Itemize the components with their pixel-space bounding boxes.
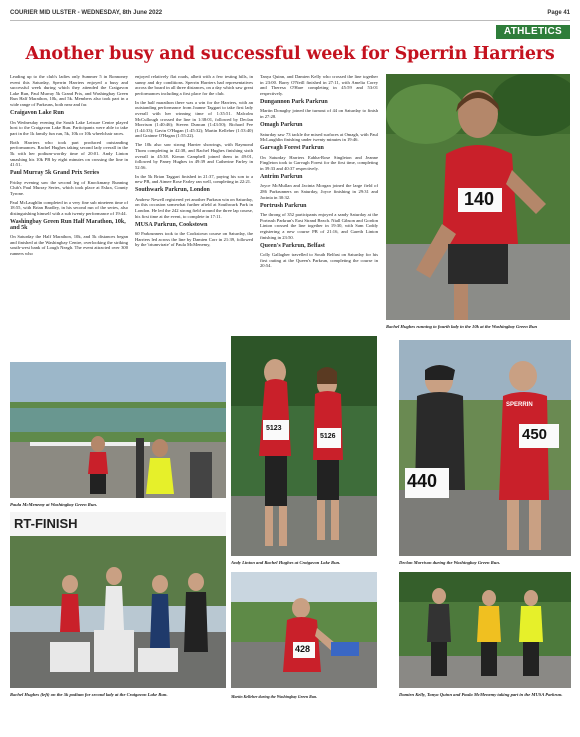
paragraph: In the 5k Brian Taggart finished in 21:37, paying his son to a new PB, and Aimee Rose Farley ran well, completing in 22:21. — [135, 173, 253, 185]
paragraph: The 10k also saw strong Harrier showings, with Raymond Thom completing in 42:38, and Rachel Hughes finishing sixth overall in 45:38. Kieran Campbell joined them in 49:01, followed by Paney Hughes in 49:39 and Catherine Farley in 52:56. — [135, 142, 253, 170]
photo-declan-bib-2: 450 — [522, 426, 548, 443]
header-rule — [10, 20, 570, 21]
masthead — [10, 8, 570, 20]
paragraph: Tanya Quinn, and Damien Kelly who crossed the line together in 23:00. Barry O'Neill finished in 27:11, with Amelia Corey and Theresa O'Hare completing in 45:59 and 53:01 respectively. — [260, 74, 378, 96]
subheading: Washingbay Green Run Half Marathon, 10k, and 5k — [10, 219, 126, 231]
page-number: Page 41 — [547, 10, 570, 16]
photo-declan-bib-1: 440 — [407, 471, 438, 491]
article-column-2 — [135, 74, 253, 354]
subheading: Queen's Parkrun, Belfast — [260, 242, 325, 249]
paragraph: Leading up to the club's ladies only Summer 5 in Ronnoney event this Saturday, Sperrin Harriers enjoyed a busy and successful week during which they attended the Craigavon Lake Run, Paul Murray 5k Grand Prix, and Washingbay Green Run Half Marathon, 10k, and 5k. Members also took part in a wide range of Parkruns, both near and far. — [10, 74, 128, 107]
paragraph: On Saturday Harriers Eabha-Rose Singleton and Jeanne Fingleton took to Garvagh Forest for the first time, completing in 39:33 and 40:37 respectively. — [260, 154, 378, 171]
paragraph: Friday evening saw the second leg of Knockmany Running Club's Paul Murray Series, which took place at Eskra, County Tyrone. — [10, 179, 128, 196]
photo-declan — [399, 340, 571, 556]
subheading: Dungannon Park Parkrun — [260, 98, 328, 105]
caption-podium: Rachel Hughes (left) on the 5k podium for second lady at the Craigavon Lake Run. — [10, 692, 168, 697]
paragraph: Both Harriers who took part produced outstanding performances. Rachel Hughes taking second lady overall in the 5k with her podium-worthy time of 20:01. Andy Linton smashing his 10k PB by eight minutes on crossing the line in 41:51. — [10, 139, 128, 168]
article-column-3 — [260, 74, 378, 364]
paragraph: Paul McLaughlin completed in a very fine sub nineteen time of 18:55, with Brian Bradley, in his second run of the series, also distinguishing himself with a sub twenty performance of 19:44. — [10, 199, 128, 217]
masthead-title: COURIER MID ULSTER - WEDNESDAY, 8th June 2022 — [10, 10, 163, 16]
article-column-1 — [10, 74, 128, 354]
subheading: Omagh Parkrun — [260, 121, 303, 128]
photo-declan-sperrin: SPERRIN — [506, 402, 533, 408]
photo-andy-rachel — [231, 336, 377, 556]
subheading: Antrim Parkrun — [260, 173, 303, 180]
caption-damien: Damien Kelly, Tanya Quinn and Paula McMenemy taking part in the MUSA Parkrun. — [399, 692, 563, 697]
paragraph: Martin Donaghy joined the turnout of 44 on Saturday to finish in 27:28. — [260, 108, 378, 119]
caption-paula: Paula McMenemy at Washingbay Green Run. — [10, 502, 98, 507]
caption-martin: Martin Kelleher during the Washingbay Green Run. — [231, 694, 318, 699]
subheading: Southwark Parkrun, London — [135, 187, 210, 194]
paragraph: Andrew Newell registered yet another Parkrun win on Saturday, on this occasion somewhat further afield at Southwark Park in London. He led the 242 strong field around the three lap course, his first time at the event, to complete in 17:11. — [135, 196, 253, 219]
paragraph: 60 Parkrunners took to the Cookstown course on Saturday, the Harriers led across the line by Damien Corr in 21:39, followed by the 'triumvirate' of Paula McMenemy, — [135, 231, 253, 248]
photo-rachel-bib: 140 — [464, 189, 495, 209]
subheading: Garvagh Forest Parkrun — [260, 145, 324, 152]
paragraph: In the half marathon there was a win for the Harriers, with an outstanding performance from Joanne Taggart to take first lady overall with her winning time of 1:35:51. Malcolm McCullough crossed the line in 1:38:01, followed by Declan Morrison (1:40:46); Steven Duncan (1:43:50); Richard Fee (1:44:33); Gavin O'Hagan (1:45:32); Martin Kelleher (1:53:40) and Grainne O'Hagan (1:55:22). — [135, 99, 253, 139]
subheading: Paul Murray 5k Grand Prix Series — [10, 170, 100, 177]
subheading: MUSA Parkrun, Cookstown — [135, 221, 208, 228]
caption-rachel: Rachel Hughes running to fourth lady in the 10k at the Washingbay Green Run — [386, 324, 538, 329]
paragraph: Joyce McMullan and Jacinta Morgan joined the large field of 286 Parkrunners on Saturday, Joyce finishing in 29:31 and Jacinta in 30:32. — [260, 183, 378, 200]
paragraph: enjoyed relatively flat roads, albeit with a few testing hills, in sunny and dry conditions. Sperrin Harriers had representatives across the board in all three distances, on a day which saw great performances including a first place for the club. — [135, 74, 253, 96]
photo-rachel-running — [386, 74, 570, 320]
headline: Another busy and successful week for Sperrin Harriers — [25, 44, 555, 64]
paragraph: Colly Gallagher travelled to South Belfast on Saturday for his first outing at the Queen's Parkrun, completing the course in 20:54. — [260, 252, 378, 269]
caption-declan: Declan Morrison during the Washingbay Green Run. — [399, 560, 501, 565]
paragraph: On Wednesday evening the South Lake Leisure Centre played host to the Craigavon Lake Run. Participants were able to take part in the 1k family fun run, 5k, 10k or 10k wheelchair races. — [10, 119, 128, 136]
subheading: Craigavon Lake Run — [10, 109, 65, 116]
photo-martin-bib: 428 — [295, 644, 311, 654]
paragraph: Saturday saw 73 tackle the mixed surfaces at Omagh, with Paul McLaughlin finishing under twenty minutes in 19:46. — [260, 131, 378, 143]
photo-andy-bib: 5123 — [266, 425, 282, 432]
photo-musa-parkrun — [399, 572, 571, 688]
paragraph: On Saturday the Half Marathon, 10k, and 5k distances began and finished at the Washingbay Centre, overlooking the striking south-west bank of Lough Neagh. The event attracted over 300 runners who — [10, 234, 128, 256]
section-label: ATHLETICS — [496, 25, 570, 39]
paragraph: The throng of 352 participants enjoyed a sandy Saturday at the Portrush Parkrun's East Strand Beach. Niall Gibson and Gordon Linton crossed the line together in 19:30, with Sam Coddy registering a new course PB of 21:16, and Gareth Linton finishing in 23:50. — [260, 212, 378, 240]
photo-rachel-bib-2: 5126 — [320, 433, 336, 440]
photo-martin — [231, 572, 377, 688]
photo-podium-banner: RT-FINISH — [14, 516, 78, 531]
subheading: Portrush Parkrun — [260, 202, 307, 209]
caption-andy: Andy Linton and Rachel Hughes at Craigavon Lake Run. — [231, 560, 341, 565]
photo-paula — [10, 362, 226, 498]
photo-podium — [10, 512, 226, 688]
